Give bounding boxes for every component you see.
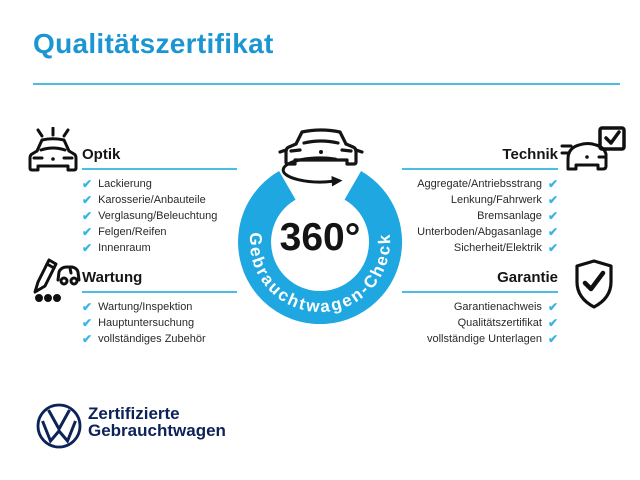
section-optik-title: Optik	[82, 146, 237, 170]
check-icon: ✔	[82, 192, 93, 207]
check-item	[402, 226, 558, 238]
check-item	[82, 242, 237, 254]
check-icon: ✔	[82, 208, 93, 223]
wordmark-line1: Zertifizierte	[88, 404, 180, 423]
check-icon: ✔	[547, 192, 558, 207]
check-icon: ✔	[547, 240, 558, 255]
check-icon: ✔	[82, 176, 93, 191]
check-icon: ✔	[547, 331, 558, 346]
wordmark-line2: Gebrauchtwagen	[88, 420, 226, 440]
check-item	[82, 210, 237, 222]
section-technik	[402, 146, 558, 254]
vw-logo	[35, 402, 83, 450]
sparkling-car-icon	[25, 127, 81, 179]
certified-used-cars-wordmark	[88, 406, 226, 439]
check-item	[402, 333, 558, 345]
check-item-label: Garantienachweis	[453, 301, 542, 313]
check-item	[402, 317, 558, 329]
check-item	[82, 194, 237, 206]
title-divider	[33, 83, 620, 85]
section-technik-title: Technik	[402, 146, 558, 170]
section-wartung-title: Wartung	[82, 269, 237, 293]
check-item-label: vollständige Unterlagen	[426, 333, 542, 345]
check-icon: ✔	[547, 299, 558, 314]
section-garantie-title: Garantie	[402, 269, 558, 293]
check-item	[402, 194, 558, 206]
check-item	[82, 178, 237, 190]
section-garantie	[402, 269, 558, 345]
check-item-label: Innenraum	[98, 242, 151, 254]
check-item-label: Hauptuntersuchung	[98, 317, 195, 329]
check-item-label: Unterboden/Abgasanlage	[417, 226, 542, 238]
check-item	[402, 178, 558, 190]
check-item-label: Sicherheit/Elektrik	[453, 242, 542, 254]
check-item-label: vollständiges Zubehör	[98, 333, 206, 345]
check-icon: ✔	[82, 331, 93, 346]
check-icon: ✔	[82, 299, 93, 314]
check-item	[402, 210, 558, 222]
check-item	[82, 317, 237, 329]
section-wartung	[82, 269, 237, 345]
check-item-label: Verglasung/Beleuchtung	[98, 210, 218, 222]
check-icon: ✔	[82, 315, 93, 330]
check-icon: ✔	[547, 176, 558, 191]
check-item	[82, 226, 237, 238]
car-checkbox-icon	[560, 126, 628, 180]
check-item-label: Lackierung	[98, 178, 152, 190]
check-item-label: Qualitätszertifikat	[457, 317, 542, 329]
section-optik	[82, 146, 237, 254]
degree-label: 360°	[279, 216, 361, 259]
check-icon: ✔	[82, 240, 93, 255]
check-icon: ✔	[547, 315, 558, 330]
car-rotation-icon	[280, 130, 362, 187]
check-icon: ✔	[82, 224, 93, 239]
check-item-label: Felgen/Reifen	[98, 226, 167, 238]
service-note-icon	[25, 254, 81, 304]
shield-check-icon	[571, 258, 617, 314]
ring-curved-label: Gebrauchtwagen-Check	[245, 232, 395, 317]
check-item	[82, 333, 237, 345]
check-icon: ✔	[547, 224, 558, 239]
check-item-label: Karosserie/Anbauteile	[98, 194, 206, 206]
check-item-label: Wartung/Inspektion	[98, 301, 193, 313]
page-title: Qualitätszertifikat	[33, 28, 274, 59]
check-item	[402, 301, 558, 313]
check-item-label: Aggregate/Antriebsstrang	[417, 178, 542, 190]
360-check-badge	[230, 125, 410, 330]
check-item	[82, 301, 237, 313]
check-item-label: Lenkung/Fahrwerk	[450, 194, 542, 206]
check-icon: ✔	[547, 208, 558, 223]
check-item	[402, 242, 558, 254]
check-item-label: Bremsanlage	[477, 210, 542, 222]
